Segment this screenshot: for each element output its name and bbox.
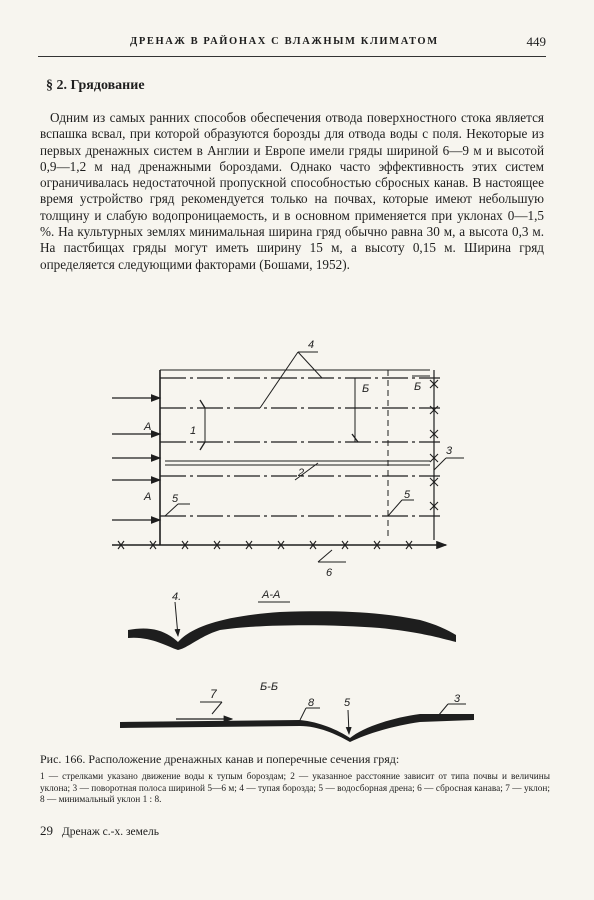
signature-number: 29 [40,823,53,838]
section-heading: § 2. Грядование [46,78,145,93]
body-paragraph: Одним из самых ранних способов обеспечения отвода поверхностного стока является вспашка всвал, при которой образуются борозды для отвода воды с поля. Некоторые из первых дренажных систем в Англии и Европе имели гряды шириной 6—9 м и высотой 0,9—1,2 м над дренажными бороздами. Однако часто эффективность этих систем ограничивалась недостаточной пропускной способностью сбросных канав. В настоящее время устройство гряд рекомендуется только на почвах, которые имеют небольшую толщину и слабую водопроницаемость, и в основном применяется при уклонах 0—1,5 %. На культурных землях минимальная ширина гряд обычно равна 30 м, а высота 0,3 м. На пастбищах гряды могут иметь ширину 15 м, а высоту 0,15 м. Ширина гряд определяется следующими факторами (Бошами, 1952). [40,110,544,272]
label-3-section-bb: 3 [454,693,461,705]
label-3: 3 [446,445,453,457]
label-section-aa-title: А-А [262,589,281,601]
cross-section-a-a [128,602,456,650]
page-number: 449 [526,34,546,49]
label-section-a-bottom: А [144,491,152,503]
label-4: 4 [308,339,315,351]
figure-caption: Рис. 166. Расположение дренажных канав и поперечные сечения гряд: [40,752,400,766]
signature-text: Дренаж с.-х. земель [61,826,159,838]
label-5-right: 5 [404,489,411,501]
label-5-section-bb: 5 [344,697,351,709]
label-1: 1 [190,425,197,437]
label-section-a-top: А [144,421,152,433]
signature-footer [40,823,159,839]
label-2: 2 [298,467,305,479]
label-section-b-1: Б [362,383,370,395]
plan-view [112,352,464,562]
label-8: 8 [308,697,315,709]
label-4-section-aa: 4. [172,591,182,603]
label-5-left: 5 [172,493,179,505]
label-section-bb-title: Б-Б [260,681,278,693]
label-6: 6 [326,567,333,579]
figure-legend: 1 — стрелками указано движение воды к тупым бороздам; 2 — указанное расстояние зависит от типа почвы и величины уклона; 3 — поворотная полоса шириной 5—6 м; 4 — тупая борозда; 5 — водосборная дрена; 6 — сбросная канава; 7 — уклон; 8 — минимальный уклон 1 : 8. [40,772,550,805]
label-section-b-2: Б [414,381,422,393]
drainage-figure [0,330,594,750]
label-7: 7 [210,687,217,701]
cross-section-b-b [120,702,474,742]
running-header [38,34,546,57]
running-header-title: ДРЕНАЖ В РАЙОНАХ С ВЛАЖНЫМ КЛИМАТОМ [130,36,439,47]
